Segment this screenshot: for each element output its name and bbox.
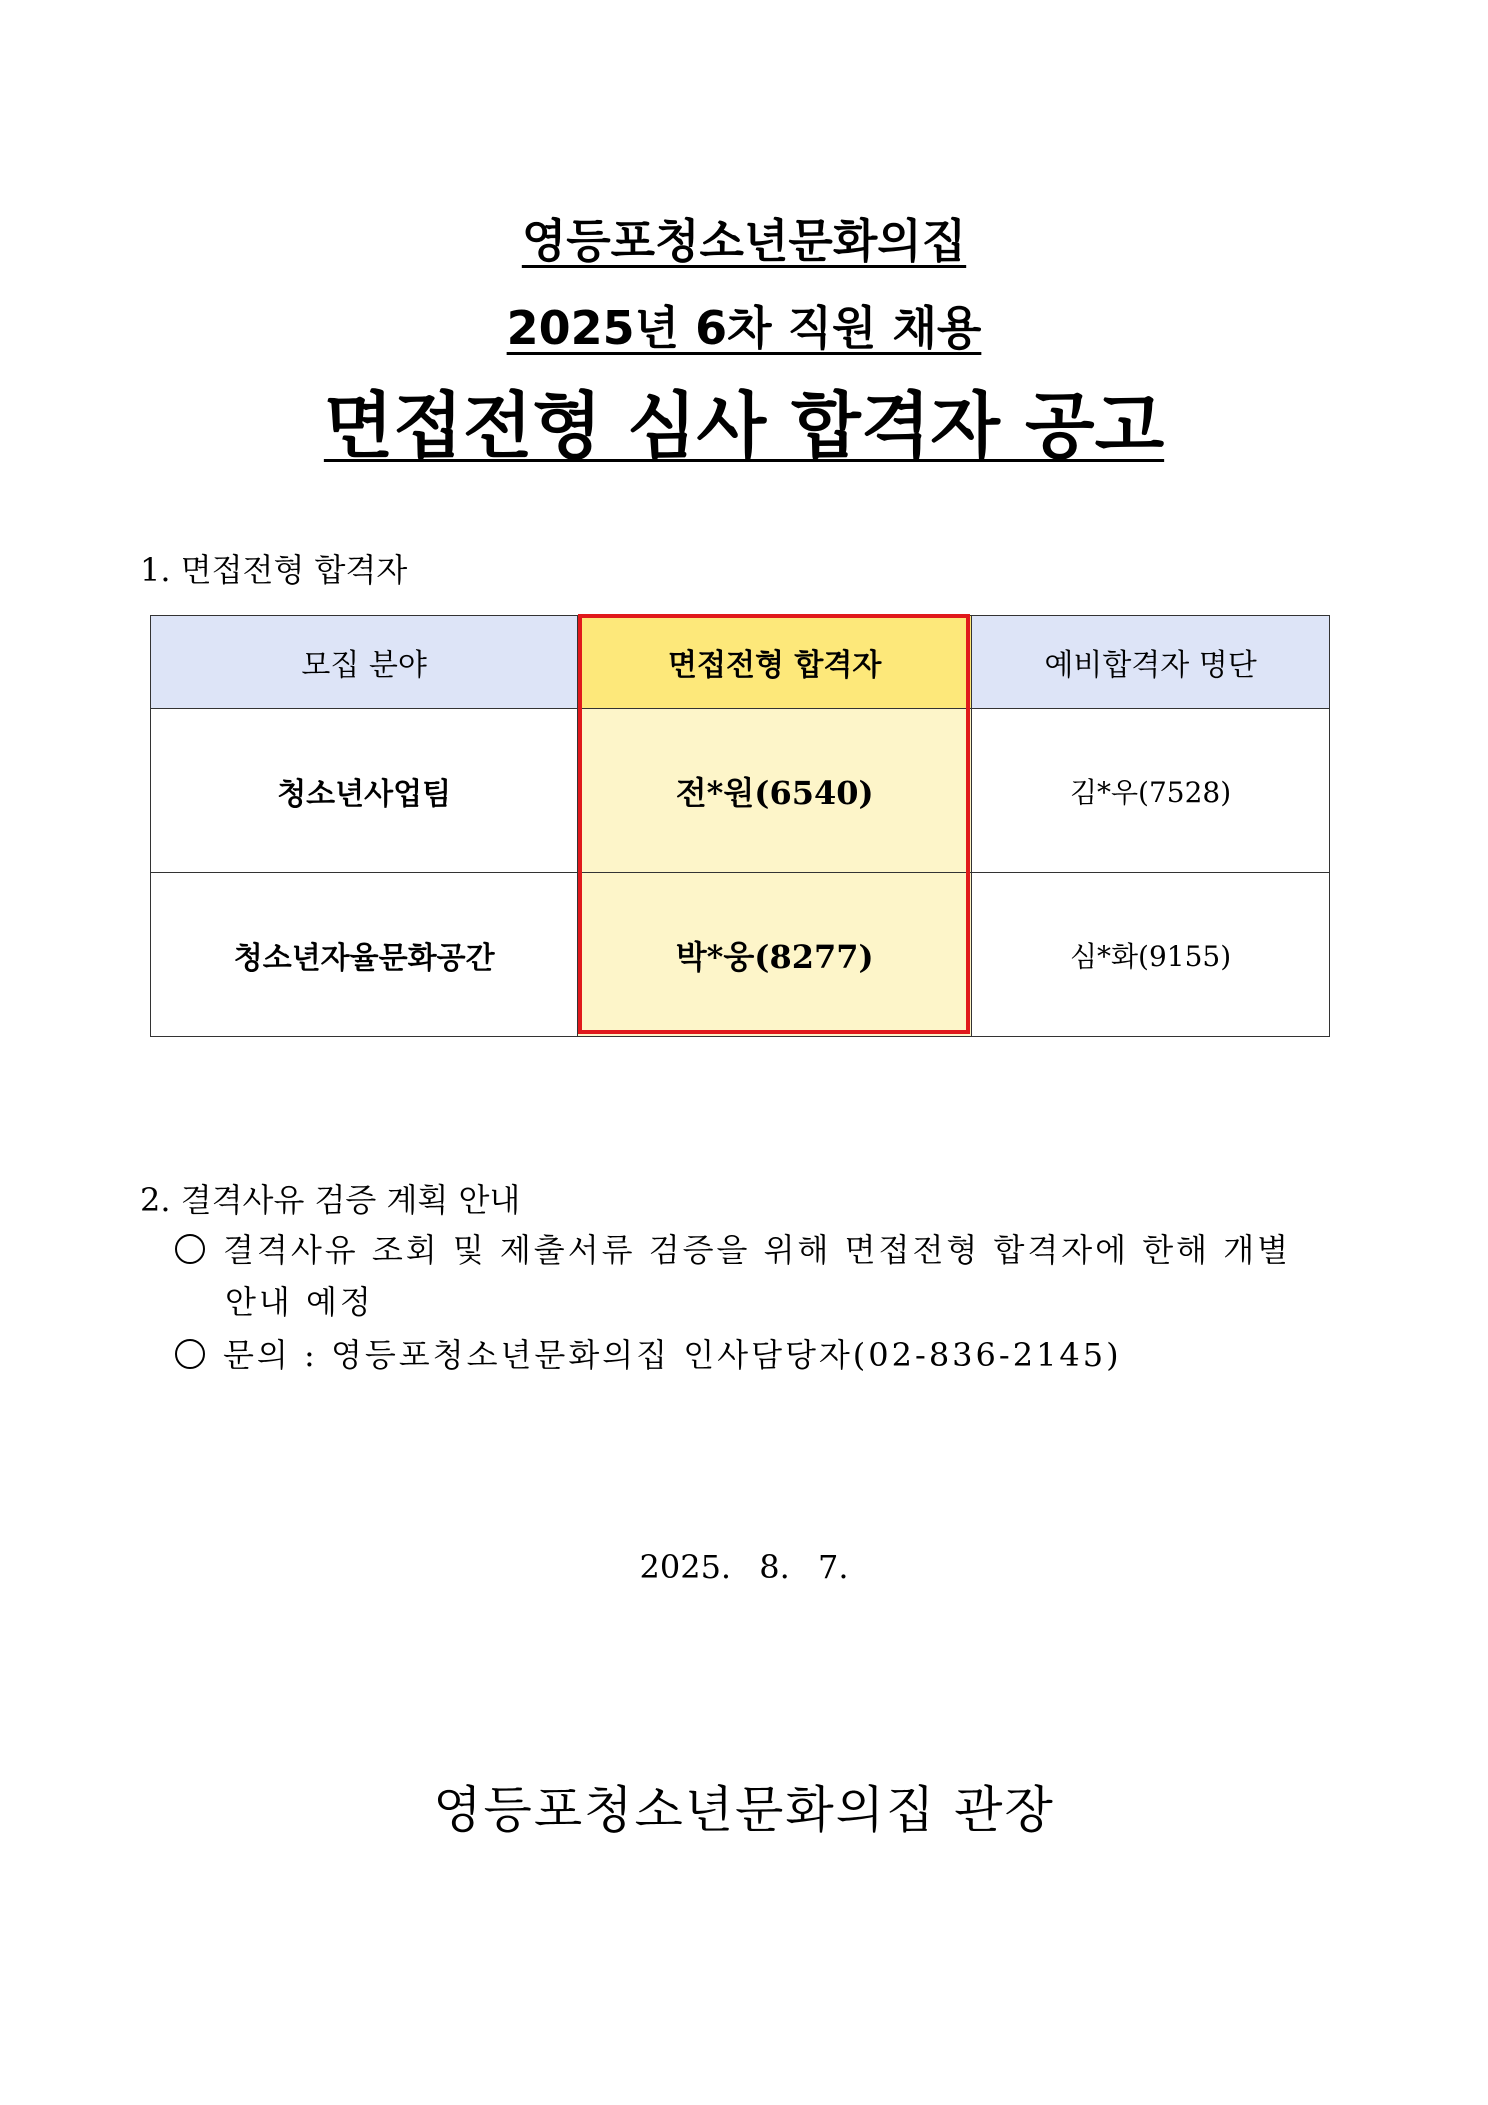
pass-cell: 전*원(6540) bbox=[578, 709, 972, 873]
header-reserve: 예비합격자 명단 bbox=[972, 616, 1330, 709]
reserve-cell: 김*우(7528) bbox=[972, 709, 1330, 873]
bullet-1-text: 결격사유 조회 및 제출서류 검증을 위해 면접전형 합격자에 한해 개별 bbox=[223, 1231, 1292, 1269]
circle-bullet-icon bbox=[175, 1339, 205, 1369]
table-row bbox=[151, 873, 1330, 1037]
pass-cell: 박*웅(8277) bbox=[578, 873, 972, 1037]
circle-bullet-icon bbox=[175, 1234, 205, 1264]
section2-heading: 2. 결격사유 검증 계획 안내 bbox=[140, 1181, 521, 1219]
results-table bbox=[150, 615, 1330, 1037]
header-pass: 면접전형 합격자 bbox=[578, 616, 972, 709]
field-cell: 청소년사업팀 bbox=[151, 709, 578, 873]
title-recruitment-text: 2025년 6차 직원 채용 bbox=[506, 301, 982, 355]
title-org-text: 영등포청소년문화의집 bbox=[521, 214, 967, 268]
bullet-item-2 bbox=[175, 1330, 1122, 1376]
notice-date: 2025. 8. 7. bbox=[639, 1548, 849, 1586]
table-row bbox=[151, 709, 1330, 873]
title-notice bbox=[0, 368, 1488, 472]
bullet-2-text: 문의 : 영등포청소년문화의집 인사담당자(02-836-2145) bbox=[223, 1336, 1122, 1374]
signer: 영등포청소년문화의집 관장 bbox=[433, 1781, 1055, 1839]
bullet-item-1-continued: 안내 예정 bbox=[225, 1283, 374, 1321]
table-header-row bbox=[151, 616, 1330, 709]
bullet-item-1 bbox=[175, 1225, 1291, 1271]
field-cell: 청소년자율문화공간 bbox=[151, 873, 578, 1037]
title-org bbox=[0, 205, 1488, 271]
header-field: 모집 분야 bbox=[151, 616, 578, 709]
reserve-cell: 심*화(9155) bbox=[972, 873, 1330, 1037]
title-notice-text: 면접전형 심사 합격자 공고 bbox=[323, 384, 1165, 468]
title-recruitment bbox=[0, 292, 1488, 358]
section1-heading: 1. 면접전형 합격자 bbox=[140, 551, 408, 589]
